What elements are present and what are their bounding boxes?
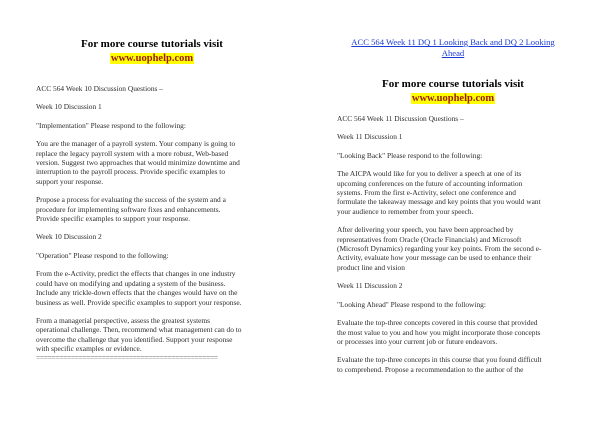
left-column xyxy=(36,38,268,362)
right-discussion-2-paragraph-1: Evaluate the top-three concepts covered in this course that provided the most value to you and how you might incorporate those concepts or processes into your current job or future endeavors. xyxy=(337,318,541,346)
right-site-link-row xyxy=(337,91,569,105)
right-page xyxy=(300,0,600,424)
left-site-link[interactable]: www.uophelp.com xyxy=(110,53,194,64)
left-discussion-1-prompt: "Implementation" Please respond to the following: xyxy=(36,120,186,130)
left-course-title: ACC 564 Week 10 Discussion Questions – xyxy=(36,84,163,93)
separator-line: =============================================== xyxy=(36,353,218,362)
left-discussion-1-paragraph-2: Propose a process for evaluating the success of the system and a procedure for implementing software fixes and enhancements. Provide specific examples to support your response. xyxy=(36,195,226,224)
right-heading: For more course tutorials visit xyxy=(382,78,524,90)
left-discussion-1-heading: Week 10 Discussion 1 xyxy=(36,102,102,112)
left-discussion-1-paragraph-1: You are the manager of a payroll system. Your company is going to replace the legacy payroll system with a more robust, Web-based version. Suggest two approaches that would minimize downtime and interruption to the payroll process. Provide specific examples to support your response. xyxy=(36,139,240,186)
right-site-link[interactable]: www.uophelp.com xyxy=(411,93,495,104)
left-heading: For more course tutorials visit xyxy=(81,38,223,50)
left-discussion-2-paragraph-2: From a managerial perspective, assess the greatest systems operational challenge. Then, recommend what management can do to overcome the challenge that you identified. Support your response with specific examples or evidence. xyxy=(36,315,242,354)
right-discussion-1-paragraph-1: The AICPA would like for you to deliver a speech at one of its upcoming conferences on the future of accounting information systems. From the first e-Activity, select one conference and formulate the takeaway message and key points that you would want your audience to remember from your speech. xyxy=(337,169,541,216)
right-course-title: ACC 564 Week 11 Discussion Questions – xyxy=(337,114,464,123)
right-title-link[interactable]: ACC 564 Week 11 DQ 1 Looking Back and DQ 2 Looking Ahead xyxy=(351,37,555,58)
right-column xyxy=(337,37,569,374)
right-discussion-1-paragraph-2: After delivering your speech, you have been approached by representatives from Oracle (Oracle Financials) and Microsoft (Microsoft Dynamics) regarding your key points. From the second e- Activity, evaluate how your message can be used to enhance their product line and vision xyxy=(337,225,542,272)
left-discussion-2-heading: Week 10 Discussion 2 xyxy=(36,232,102,242)
right-discussion-2-prompt: "Looking Ahead" Please respond to the following: xyxy=(337,299,486,309)
left-discussion-2-prompt: "Operation" Please respond to the following: xyxy=(36,250,169,260)
right-discussion-2-heading: Week 11 Discussion 2 xyxy=(337,281,403,291)
right-discussion-1-prompt: "Looking Back" Please respond to the following: xyxy=(337,150,483,160)
left-discussion-2-paragraph-1: From the e-Activity, predict the effects that changes in one industry could have on modifying and updating a system of the business. Include any trickle-down effects that the changes would have on the business as well. Provide specific examples to support your response. xyxy=(36,269,242,307)
right-discussion-1-heading: Week 11 Discussion 1 xyxy=(337,132,403,142)
left-site-link-row xyxy=(36,51,268,65)
right-discussion-2-paragraph-2: Evaluate the top-three concepts in this course that you found difficult to comprehend. Propose a recommendation to the author of the xyxy=(337,355,542,374)
